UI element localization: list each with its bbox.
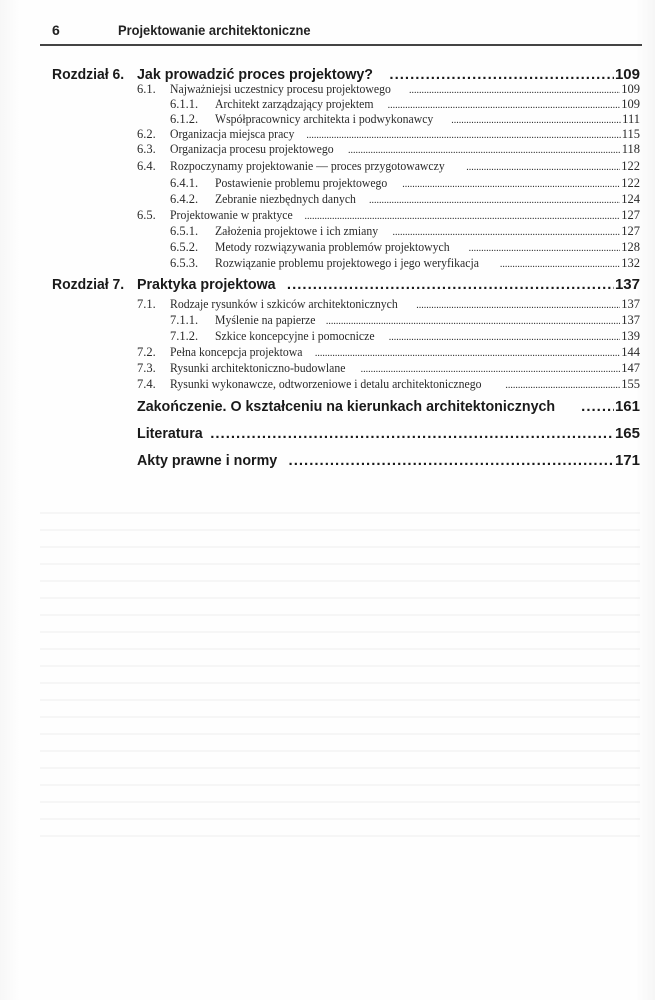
show-through-background	[40, 500, 640, 840]
section-number: 6.1.1.	[170, 97, 199, 111]
dot-leader	[402, 176, 620, 191]
dot-leader	[500, 256, 620, 271]
toc-entry-l1	[0, 159, 640, 177]
entry-title: Rysunki architektoniczno-budowlane	[170, 361, 346, 375]
entry-line	[215, 256, 640, 271]
section-number: 6.5.3.	[170, 256, 199, 270]
entry-line	[170, 297, 640, 312]
entry-title: Praktyka projektowa	[137, 276, 276, 293]
entry-line	[215, 176, 640, 191]
entry-line	[215, 313, 640, 328]
section-number: 6.3.	[137, 142, 156, 156]
entry-line	[137, 276, 640, 293]
entry-page-number: 122	[621, 176, 640, 190]
entry-line	[170, 345, 640, 360]
toc-entry-ch	[0, 276, 640, 294]
dot-leader	[326, 313, 620, 328]
section-number: 7.1.2.	[170, 329, 199, 343]
section-number: 6.5.2.	[170, 240, 199, 254]
entry-line	[170, 361, 640, 376]
section-number: 7.1.	[137, 297, 156, 311]
toc-entry-ch	[0, 452, 640, 470]
dot-leader	[361, 361, 621, 376]
entry-title: Architekt zarządzający projektem	[215, 97, 374, 111]
section-number: 6.4.	[137, 159, 156, 173]
entry-page-number: 165	[614, 425, 640, 442]
entry-page-number: 124	[621, 192, 640, 206]
entry-line	[137, 398, 640, 415]
entry-line	[215, 224, 640, 239]
dot-leader	[289, 452, 614, 469]
entry-page-number: 155	[621, 377, 640, 391]
dot-leader	[409, 82, 620, 97]
entry-page-number: 127	[621, 224, 640, 238]
entry-page-number: 147	[621, 361, 640, 375]
dot-leader	[389, 329, 621, 344]
entry-title: Jak prowadzić proces projektowy?	[137, 66, 374, 83]
entry-line	[170, 82, 640, 97]
entry-line	[215, 97, 640, 112]
entry-page-number: 132	[621, 256, 640, 270]
dot-leader	[466, 159, 620, 174]
entry-page-number: 128	[621, 240, 640, 254]
section-number: 6.1.2.	[170, 112, 199, 126]
running-header	[52, 22, 642, 46]
dot-leader	[315, 345, 620, 360]
header-rule	[40, 44, 642, 46]
entry-line	[137, 452, 640, 469]
entry-line	[170, 159, 640, 174]
entry-page-number: 109	[621, 97, 640, 111]
entry-page-number: 171	[614, 452, 640, 469]
toc-entry-ch	[0, 398, 640, 416]
entry-line	[215, 240, 640, 255]
toc-entry-l1	[0, 142, 640, 160]
dot-leader	[348, 142, 621, 157]
entry-title: Rysunki wykonawcze, odtworzeniowe i detalu architektonicznego	[170, 377, 482, 391]
section-number: 6.5.1.	[170, 224, 199, 238]
entry-title: Zebranie niezbędnych danych	[215, 192, 356, 206]
entry-line	[215, 329, 640, 344]
entry-title: Współpracownicy architekta i podwykonawcy	[215, 112, 434, 126]
entry-title: Projektowanie w praktyce	[170, 208, 293, 222]
dot-leader	[287, 276, 614, 293]
section-number: 7.3.	[137, 361, 156, 375]
entry-page-number: 118	[621, 142, 640, 156]
section-number: 6.1.	[137, 82, 156, 96]
entry-line	[170, 142, 640, 157]
dot-leader	[389, 66, 614, 83]
section-number: 6.4.1.	[170, 176, 199, 190]
toc-entry-l2	[0, 256, 640, 274]
entry-line	[137, 425, 640, 442]
entry-line	[170, 377, 640, 392]
entry-page-number: 137	[621, 313, 640, 327]
book-title: Projektowanie architektoniczne	[118, 22, 311, 38]
dot-leader	[416, 297, 620, 312]
entry-title: Akty prawne i normy	[137, 452, 278, 469]
entry-title: Literatura	[137, 425, 203, 442]
entry-title: Postawienie problemu projektowego	[215, 176, 388, 190]
entry-page-number: 109	[614, 66, 640, 83]
dot-leader	[305, 208, 621, 223]
entry-title: Myślenie na papierze	[215, 313, 316, 327]
entry-title: Szkice koncepcyjne i pomocnicze	[215, 329, 375, 343]
entry-page-number: 137	[614, 276, 640, 293]
section-number: 6.2.	[137, 127, 156, 141]
entry-line	[215, 192, 640, 207]
entry-title: Metody rozwiązywania problemów projektowych	[215, 240, 450, 254]
entry-title: Rozpoczynamy projektowanie — proces przygotowawczy	[170, 159, 445, 173]
section-number: 7.1.1.	[170, 313, 199, 327]
entry-title: Organizacja miejsca pracy	[170, 127, 295, 141]
section-number: 7.4.	[137, 377, 156, 391]
entry-page-number: 127	[621, 208, 640, 222]
dot-leader	[369, 192, 620, 207]
chapter-label: Rozdział 7.	[52, 276, 125, 293]
entry-title: Założenia projektowe i ich zmiany	[215, 224, 379, 238]
entry-page-number: 115	[621, 127, 640, 141]
section-number: 7.2.	[137, 345, 156, 359]
entry-line	[215, 112, 640, 127]
entry-page-number: 109	[621, 82, 640, 96]
entry-line	[137, 66, 640, 83]
dot-leader	[469, 240, 621, 255]
dot-leader	[393, 224, 621, 239]
entry-title: Rozwiązanie problemu projektowego i jego weryfikacja	[215, 256, 479, 270]
entry-line	[170, 127, 640, 142]
dot-leader	[306, 127, 620, 142]
entry-line	[170, 208, 640, 223]
dot-leader	[210, 425, 614, 442]
entry-title: Pełna koncepcja projektowa	[170, 345, 303, 359]
toc-entry-ch	[0, 425, 640, 443]
entry-page-number: 161	[614, 398, 640, 415]
entry-title: Rodzaje rysunków i szkiców architektonicznych	[170, 297, 398, 311]
entry-page-number: 139	[621, 329, 640, 343]
chapter-label: Rozdział 6.	[52, 66, 125, 83]
entry-title: Najważniejsi uczestnicy procesu projektowego	[170, 82, 391, 96]
dot-leader	[451, 112, 621, 127]
section-number: 6.5.	[137, 208, 156, 222]
dot-leader	[581, 398, 614, 415]
entry-page-number: 137	[621, 297, 640, 311]
entry-page-number: 122	[621, 159, 640, 173]
page-number: 6	[52, 22, 60, 38]
dot-leader	[505, 377, 620, 392]
entry-page-number: 111	[622, 112, 640, 126]
dot-leader	[388, 97, 621, 112]
entry-title: Organizacja procesu projektowego	[170, 142, 334, 156]
toc-entry-l1	[0, 377, 640, 395]
section-number: 6.4.2.	[170, 192, 199, 206]
entry-title: Zakończenie. O kształceniu na kierunkach architektonicznych	[137, 398, 556, 415]
entry-page-number: 144	[621, 345, 640, 359]
